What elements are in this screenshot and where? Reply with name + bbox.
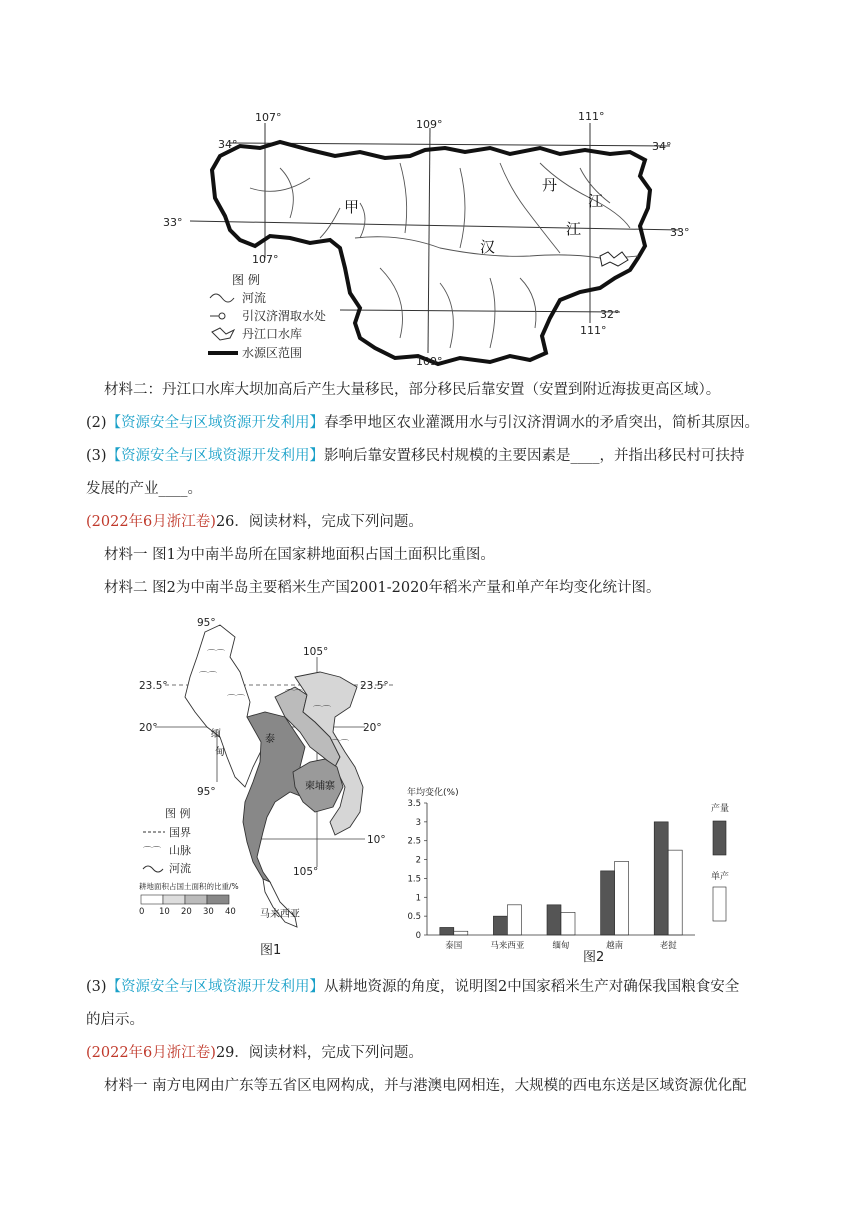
rice-change-bar-chart [395,785,740,965]
bar-output [654,822,668,935]
scale-tick-30: 30 [203,907,214,917]
scale-tick-40: 40 [225,907,236,917]
x-category-label: 马来西亚 [490,941,525,951]
bar-output [440,927,454,935]
map1-place-dan: 丹 [542,176,558,194]
map1-lon-bottom-1: 107° [252,253,279,266]
map2-legend-mountain: 山脉 [169,844,191,857]
question-3b-body: 从耕地资源的角度，说明图2中国家稻米生产对确保我国粮食安全 [324,979,740,995]
material-2-text: 材料二：丹江口水库大坝加高后产生大量移民，部分移民后靠安置（安置到附近海拔更高区域）。 [104,382,721,398]
x-category-label: 越南 [606,941,624,951]
map2-scale-title: 耕地面积占国土面积的比重/% [139,882,239,891]
material-one-text: 材料一 图1为中南半岛所在国家耕地面积占国土面积比重图。 [104,547,495,563]
map2-lon-95-top: 95° [197,617,216,629]
bar-yield [454,931,468,935]
map1-lon-bottom-3: 111° [580,324,607,337]
bar-yield [507,905,521,935]
svg-text:⌒⌒: ⌒⌒ [285,690,304,700]
legend-swatch-output [713,821,726,855]
x-category-label: 缅甸 [552,941,570,951]
map1-legend-river: 河流 [242,291,267,305]
map2-lon-105-bottom: 105° [293,866,319,878]
question-3 [86,446,745,466]
map2-lat-right-23: 23.5° [360,680,389,692]
y-tick-label: 3.5 [407,799,421,809]
section-29-material-one: 材料一 南方电网由广东等五省区电网构成，并与港澳电网相连，大规模的西电东送是区域资源优化配 [104,1078,747,1094]
indochina-farmland-map [135,617,405,962]
map1-legend-reservoir: 丹江口水库 [242,327,303,341]
question-3-body: 影响后靠安置移民村规模的主要因素是____，并指出移民村可扶持 [324,448,745,464]
material-two-text: 材料二 图2为中南半岛主要稻米生产国2001-2020年稻米产量和单产年均变化统计图。 [104,580,661,596]
y-tick-label: 1 [415,893,421,904]
river-legend-icon [210,294,234,302]
question-2 [86,413,759,433]
map1-legend-title: 图 例 [232,273,260,287]
map1-lat-right-34: 34° [652,140,672,153]
svg-text:⌒⌒: ⌒⌒ [199,672,218,682]
map1-legend [208,272,326,360]
chart-y-axis-label: 年均变化(%) [407,788,459,798]
bar-output [601,871,615,935]
question-3b [86,977,739,997]
danjiangkou-reservoir [600,252,628,266]
svg-text:⌒⌒: ⌒⌒ [313,706,332,716]
map1-lon-top-2: 109° [416,118,443,131]
reservoir-legend-icon [212,328,234,340]
bar-yield [615,861,629,935]
section-26-heading [86,512,423,532]
map1-lon-bottom-2: 109° [416,355,443,368]
figure-1-caption: 图1 [260,943,282,958]
section-29-source: (2022年6月浙江卷) [86,1045,216,1061]
legend-label-output: 产量 [711,804,730,814]
map1-place-jiang-1: 江 [566,220,582,238]
section-29-heading [86,1043,423,1063]
map1-lon-top-1: 107° [255,111,282,124]
map2-country-malaysia: 马来西亚 [260,909,300,920]
section-26-body: 26．阅读材料，完成下列问题。 [215,514,423,530]
question-3b-number: (3) [86,979,107,995]
map2-lon-95-bottom: 95° [197,786,216,798]
map2-country-tai: 泰 [265,734,275,745]
question-3b-tag: 【资源安全与区域资源开发利用】 [106,979,325,995]
bar-output [493,916,507,935]
svg-text:⌒⌒: ⌒⌒ [227,695,246,705]
map2-country-mian: 缅 [211,729,221,740]
map1-lat-left-34: 34° [218,138,238,151]
map1-place-jiang-2: 江 [588,192,604,210]
map2-color-scale [139,895,236,917]
map1-place-han: 汉 [480,238,496,256]
question-3-continued: 发展的产业____。 [86,481,202,497]
map1-lat-left-33: 33° [163,216,183,229]
svg-text:⌒⌒: ⌒⌒ [331,740,350,750]
scale-tick-20: 20 [181,907,192,917]
map1-legend-intake: 引汉济渭取水处 [242,309,327,323]
intake-legend-icon [219,313,225,319]
y-tick-label: 2.5 [407,836,421,847]
question-3b-continued: 的启示。 [86,1012,144,1028]
bar-output [547,905,561,935]
map2-legend-river: 河流 [169,862,191,875]
scale-tick-10: 10 [159,907,170,917]
map2-lat-left-20: 20° [139,722,158,734]
x-category-label: 泰国 [445,941,463,951]
legend-swatch-yield [713,887,726,921]
y-tick-label: 0 [415,931,421,941]
han-river-source-map [160,108,700,370]
map2-country-dian: 甸 [215,747,225,758]
map2-legend-title: 图 例 [165,807,191,820]
y-tick-label: 3 [415,817,421,828]
bar-yield [668,850,682,935]
map1-legend-boundary: 水源区范围 [242,346,303,360]
figure-2-caption: 图2 [583,950,605,965]
map2-legend [139,806,239,891]
question-3-tag: 【资源安全与区域资源开发利用】 [106,448,325,464]
legend-label-yield: 单产 [711,872,730,882]
question-2-number: (2) [86,415,107,431]
map2-country-cambodia: 柬埔寨 [305,781,335,792]
scale-tick-0: 0 [139,907,145,917]
section-26-source: (2022年6月浙江卷) [86,514,216,530]
question-3-number: (3) [86,448,107,464]
map2-legend-border: 国界 [169,826,191,839]
river-legend-icon [143,866,163,872]
map2-lon-105-top: 105° [303,646,329,658]
map1-lat-right-33: 33° [670,226,690,239]
y-tick-label: 2 [415,855,421,866]
map1-place-jia: 甲 [344,198,360,216]
map1-lat-right-32: 32° [600,308,620,321]
y-tick-label: 1.5 [407,874,421,885]
mountain-legend-icon: ⌒⌒ [143,847,162,857]
y-tick-label: 0.5 [407,912,421,923]
map2-lat-left-23: 23.5° [139,680,168,692]
x-category-label: 老挝 [659,941,677,951]
map1-lon-top-3: 111° [578,110,605,123]
question-2-tag: 【资源安全与区域资源开发利用】 [106,415,325,431]
svg-text:⌒⌒: ⌒⌒ [207,650,226,660]
section-29-body: 29．阅读材料，完成下列问题。 [215,1045,423,1061]
map2-lat-right-20: 20° [363,722,382,734]
question-2-body: 春季甲地区农业灌溉用水与引汉济渭调水的矛盾突出，简析其原因。 [324,415,760,431]
bar-yield [561,912,575,935]
map2-lat-right-10: 10° [367,834,386,846]
